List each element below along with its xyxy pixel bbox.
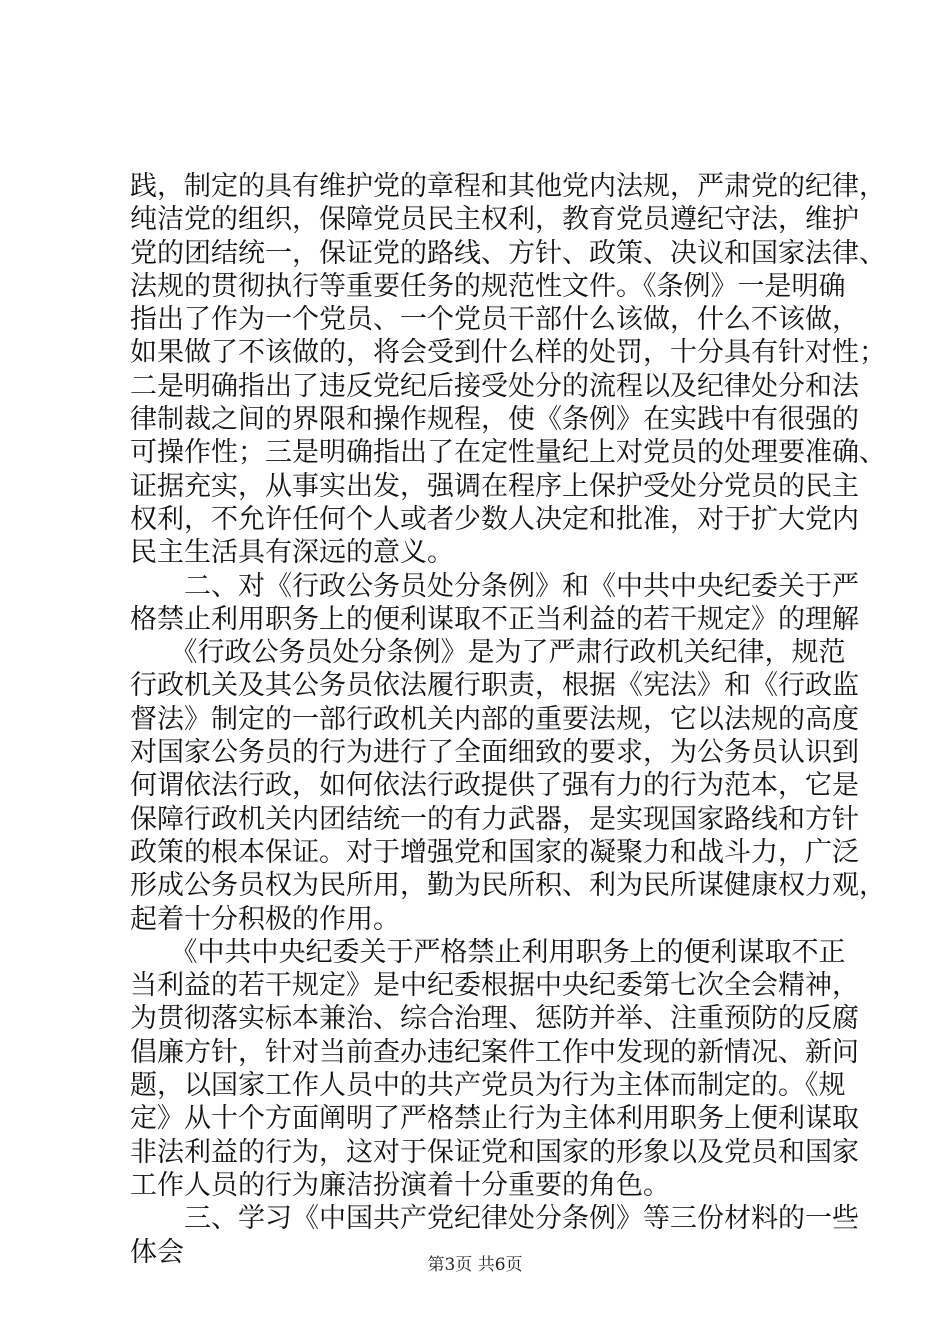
- text-line: 可操作性；三是明确指出了在定性量纪上对党员的处理要准确、: [130, 437, 886, 469]
- page-footer: [0, 1250, 950, 1275]
- text-line: 二是明确指出了违反党纪后接受处分的流程以及纪律处分和法: [130, 370, 859, 402]
- text-line: 非法利益的行为，这对于保证党和国家的形象以及党员和国家: [130, 1136, 859, 1168]
- text-line: 工作人员的行为廉洁扮演着十分重要的角色。: [130, 1169, 670, 1201]
- text-line: 证据充实，从事实出发，强调在程序上保护受处分党员的民主: [130, 470, 859, 502]
- text-line: 倡廉方针，针对当前查办违纪案件工作中发现的新情况、新问: [130, 1036, 859, 1068]
- section-heading-2-cont: 格禁止利用职务上的便利谋取不正当利益的若干规定》的理解: [130, 603, 859, 635]
- text-line: 当利益的若干规定》是中纪委根据中央纪委第七次全会精神，: [130, 970, 859, 1002]
- text-line: 何谓依法行政，如何依法行政提供了强有力的行为范本，它是: [130, 770, 859, 802]
- text-line: 律制裁之间的界限和操作规程，使《条例》在实践中有很强的: [130, 404, 859, 436]
- text-line: 形成公务员权为民所用，勤为民所积、利为民所谋健康权力观，: [130, 870, 886, 902]
- text-line: 权利，不允许任何个人或者少数人决定和批准，对于扩大党内: [130, 503, 859, 535]
- text-line: 践，制定的具有维护党的章程和其他党内法规，严肃党的纪律，: [130, 171, 886, 202]
- section-heading-3-cont: 体会: [130, 1236, 184, 1268]
- text-line: 保障行政机关内团结统一的有力武器，是实现国家路线和方针: [130, 803, 859, 835]
- text-line: 政策的根本保证。对于增强党和国家的凝聚力和战斗力，广泛: [130, 836, 859, 868]
- text-line: 《中共中央纪委关于严格禁止利用职务上的便利谋取不正: [130, 936, 846, 968]
- text-line: 党的团结统一，保证党的路线、方针、政策、决议和国家法律、: [130, 237, 886, 269]
- text-line: 如果做了不该做的，将会受到什么样的处罚，十分具有针对性；: [130, 337, 886, 369]
- page-number: 第3页 共6页: [427, 1255, 523, 1275]
- text-line: 纯洁党的组织，保障党员民主权利，教育党员遵纪守法，维护: [130, 204, 859, 236]
- text-line: 法规的贯彻执行等重要任务的规范性文件。《条例》一是明确: [130, 270, 846, 302]
- section-heading-3: 三、学习《中国共产党纪律处分条例》等三份材料的一些: [130, 1203, 859, 1235]
- text-line: 《行政公务员处分条例》是为了严肃行政机关纪律，规范: [130, 637, 846, 669]
- text-line: 为贯彻落实标本兼治、综合治理、惩防并举、注重预防的反腐: [130, 1003, 859, 1035]
- section-heading-2: 二、对《行政公务员处分条例》和《中共中央纪委关于严: [130, 570, 859, 602]
- text-line: 定》从十个方面阐明了严格禁止行为主体利用职务上便利谋取: [130, 1103, 859, 1135]
- text-line: 对国家公务员的行为进行了全面细致的要求，为公务员认识到: [130, 737, 859, 769]
- text-line: 指出了作为一个党员、一个党员干部什么该做，什么不该做，: [130, 304, 859, 336]
- text-line: 民主生活具有深远的意义。: [130, 537, 454, 569]
- text-line: 行政机关及其公务员依法履行职责，根据《宪法》和《行政监: [130, 670, 859, 702]
- text-line: 督法》制定的一部行政机关内部的重要法规，它以法规的高度: [130, 703, 859, 735]
- text-line: 起着十分积极的作用。: [130, 903, 400, 935]
- body-text: [130, 170, 886, 1269]
- text-line: 题，以国家工作人员中的共产党员为行为主体而制定的。《规: [130, 1070, 846, 1102]
